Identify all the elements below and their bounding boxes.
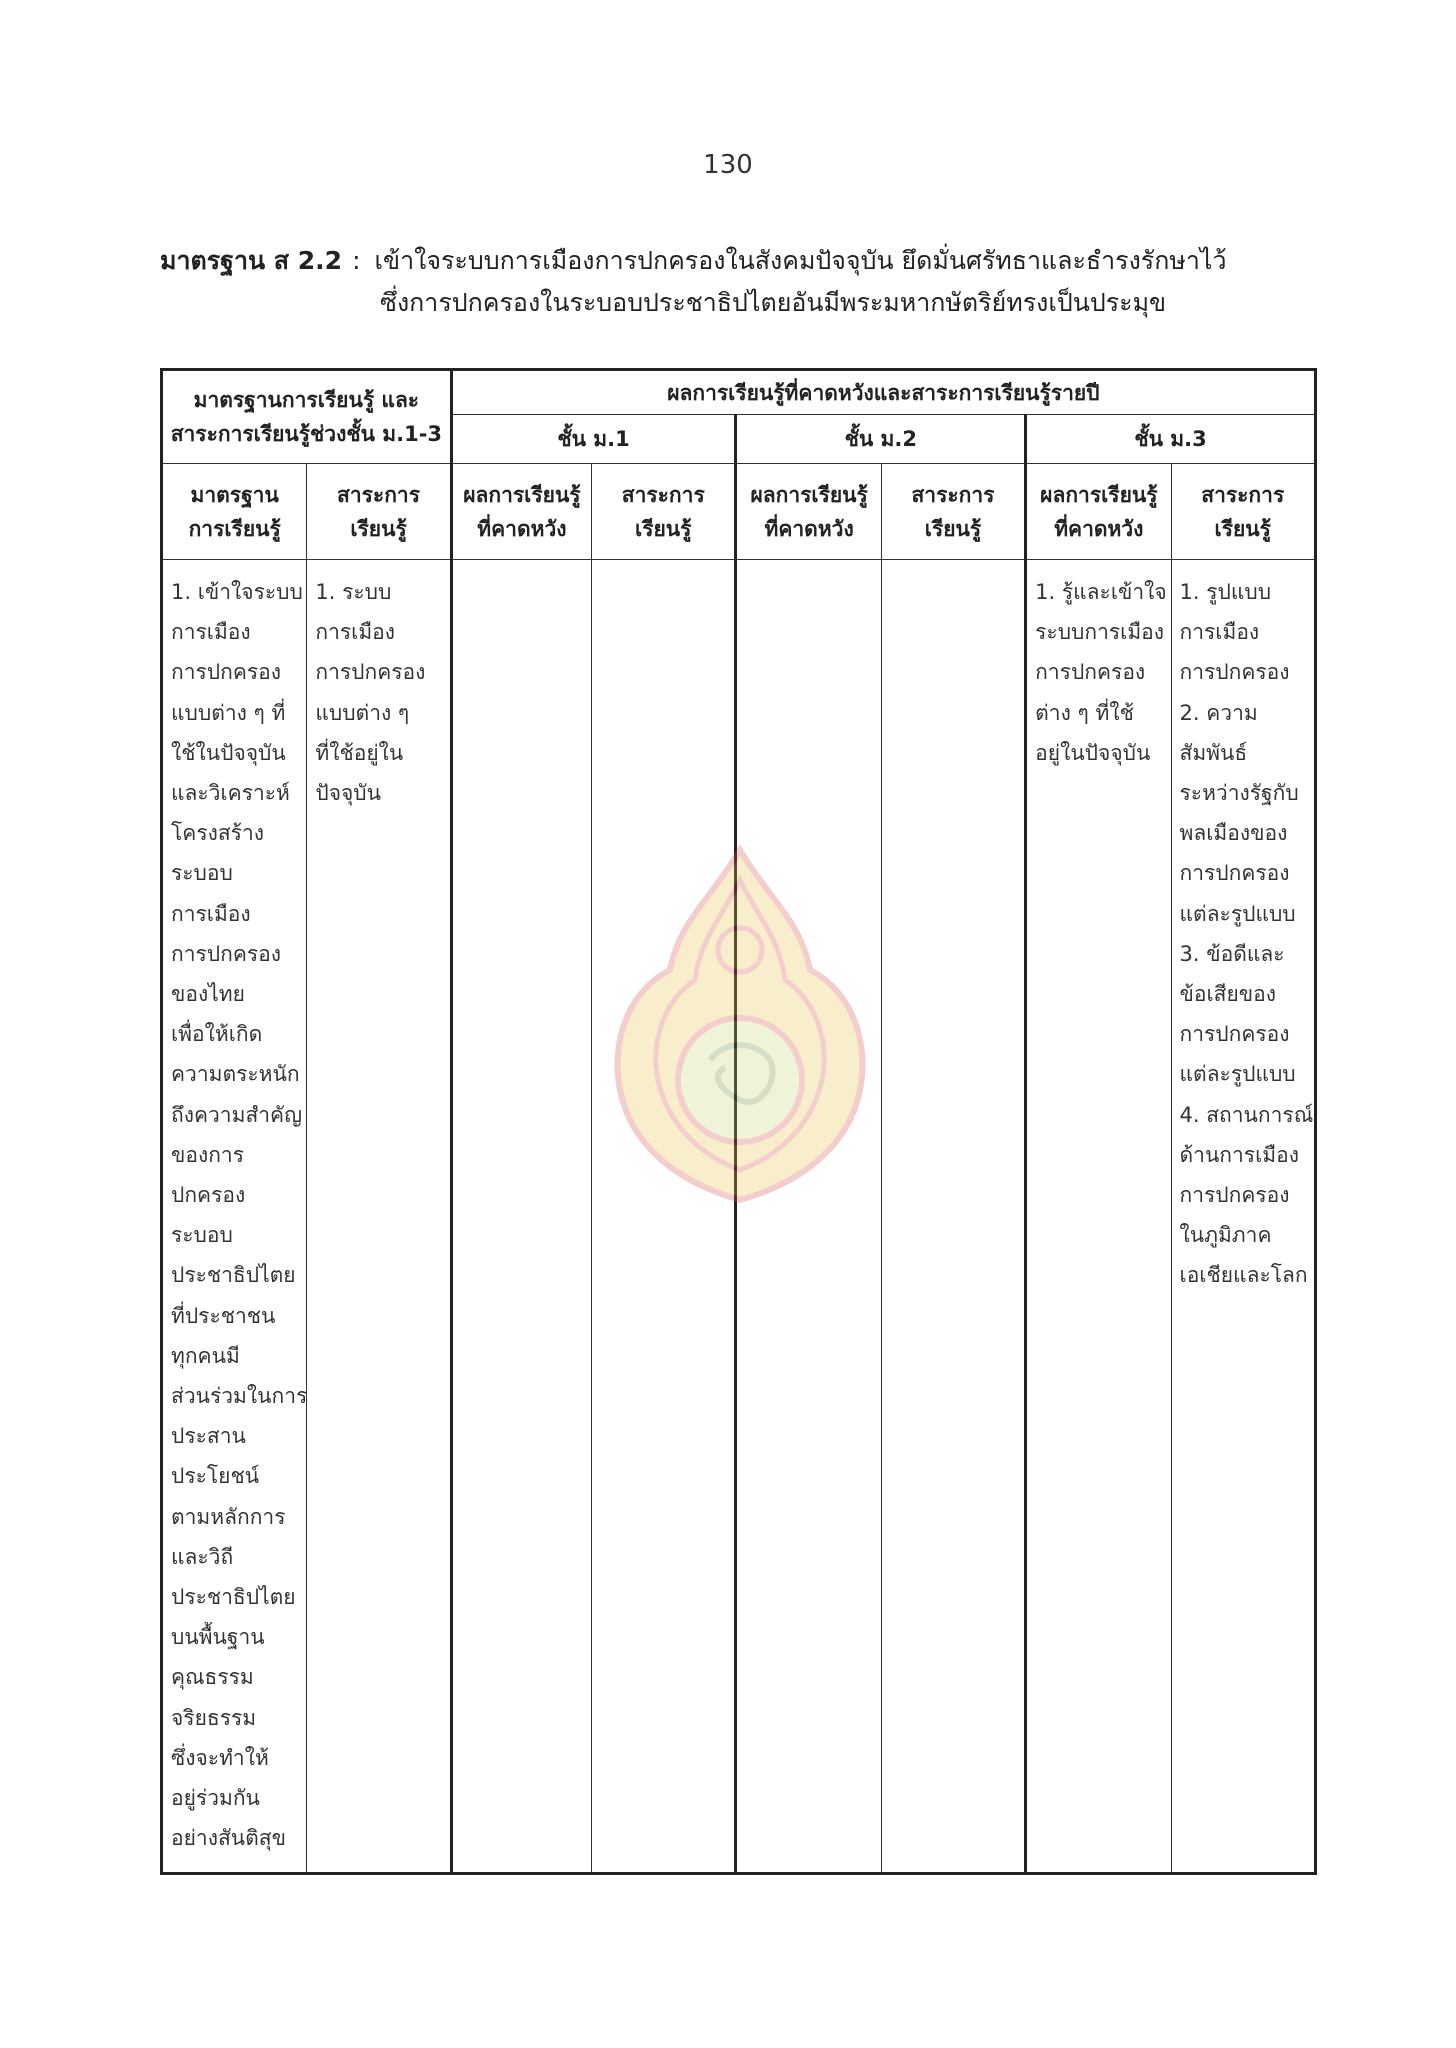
cell-line: อย่างสันติสุข [171,1826,286,1851]
cell-line: และวิถี [171,1544,234,1569]
cell-line: การปกครอง [1035,660,1146,685]
cell-line: การปกครอง [1179,1022,1290,1047]
cell-line: ประโยชน์ [171,1464,260,1489]
col-header-standard-line-2: การเรียนรู้ [188,516,281,541]
col-header-m1-outcome-line-2: ที่คาดหวัง [477,516,567,541]
grade-m2-header: ชั้น ม.2 [736,415,1026,464]
cell-line: ข้อเสียของ [1179,982,1277,1007]
cell-line: อยู่ในปัจจุบัน [1035,740,1151,765]
standard-line-2: ซึ่งการปกครองในระบอบประชาธิปไตยอันมีพระมหากษัตริย์ทรงเป็นประมุข [380,288,1167,317]
cell-line: การเมือง [1179,620,1260,645]
cell-line: ในภูมิภาค [1179,1223,1272,1248]
standard-line-1: เข้าใจระบบการเมืองการปกครองในสังคมปัจจุบัน ยึดมั่นศรัทธาและธำรงรักษาไว้ [374,246,1227,275]
cell-line: จริยธรรม [171,1705,257,1730]
right-header-cell: ผลการเรียนรู้ที่คาดหวังและสาระการเรียนรู้รายปี [451,370,1315,415]
cell-line: ถึงความสำคัญ [171,1102,302,1127]
cell-line: ระหว่างรัฐกับ [1179,781,1299,806]
cell-line: คุณธรรม [171,1665,254,1690]
cell-line: โครงสร้าง [171,821,265,846]
cell-m3-content [1171,560,1315,1874]
cell-line: การปกครอง [1179,1183,1290,1208]
col-header-m3-content-line-1: สาระการ [1201,482,1285,507]
col-header-m1-content-line-2: เรียนรู้ [635,516,692,541]
cell-line: 1. รูปแบบ [1179,580,1272,604]
cell-line: ประสาน [171,1424,246,1449]
cell-line: ความตระหนัก [171,1062,300,1087]
col-header-m3-outcome-line-1: ผลการเรียนรู้ [1040,482,1158,507]
cell-line: พลเมืองของ [1179,821,1288,846]
cell-line: ระบอบ [171,1223,233,1248]
cell-line: เอเชียและโลก [1179,1263,1308,1288]
col-header-m2-content-line-2: เรียนรู้ [924,516,982,541]
cell-line: แต่ละรูปแบบ [1179,901,1296,926]
col-header-standard-line-1: มาตรฐาน [190,482,279,507]
col-header-m2-outcome [736,464,881,560]
cell-line: 4. สถานการณ์ [1179,1102,1314,1127]
col-header-m2-outcome-line-1: ผลการเรียนรู้ [750,482,868,507]
cell-line: ระบบการเมือง [1035,620,1165,645]
col-header-m2-content-line-1: สาระการ [911,482,995,507]
cell-line: 3. ข้อดีและ [1179,941,1285,966]
cell-line: อยู่ร่วมกัน [171,1786,260,1811]
cell-line: ที่ประชาชน [171,1303,276,1328]
cell-line: 2. ความ [1179,700,1258,725]
cell-line: แต่ละรูปแบบ [1179,1062,1296,1087]
cell-line: การปกครอง [171,941,282,966]
cell-line: และวิเคราะห์ [171,781,290,806]
cell-line: ของไทย [171,982,245,1007]
cell-m2-content [881,560,1025,1874]
cell-line: แบบต่าง ๆ ที่ [171,700,286,725]
cell-line: ใช้ในปัจจุบัน [171,740,286,765]
cell-line: 1. ระบบ [315,580,392,604]
ministry-emblem-watermark [590,840,890,1210]
col-header-m2-outcome-line-2: ที่คาดหวัง [764,516,854,541]
page-number: 130 [703,150,753,180]
cell-line: ประชาธิปไตย [171,1585,296,1610]
col-header-content [307,464,451,560]
cell-line: ทุกคนมี [171,1343,240,1368]
standard-statement [160,240,1310,324]
col-header-content-line-2: เรียนรู้ [350,516,407,541]
cell-line: การปกครอง [1179,660,1290,685]
cell-line: ตามหลักการ [171,1504,286,1529]
cell-m1-outcome [451,560,591,1874]
col-header-m1-outcome-line-1: ผลการเรียนรู้ [463,482,581,507]
col-header-m3-outcome-line-2: ที่คาดหวัง [1054,516,1144,541]
cell-line: เพื่อให้เกิด [171,1022,263,1047]
col-header-m1-outcome [451,464,591,560]
cell-line: การเมือง [315,620,396,645]
cell-line: การปกครอง [315,660,426,685]
left-header-line-1: มาตรฐานการเรียนรู้ และ [193,388,420,412]
standard-colon: : [352,246,361,275]
cell-standard [162,560,307,1874]
left-header-line-2: สาระการเรียนรู้ช่วงชั้น ม.1-3 [170,422,443,446]
col-header-content-line-1: สาระการ [337,482,421,507]
cell-content [307,560,451,1874]
cell-line: บนพื้นฐาน [171,1625,265,1650]
cell-line: ของการ [171,1142,245,1167]
cell-line: การเมือง [171,620,251,645]
col-header-m3-content-line-2: เรียนรู้ [1214,516,1271,541]
cell-line: 1. รู้และเข้าใจ [1035,580,1167,604]
cell-line: ปัจจุบัน [315,781,381,806]
col-header-m2-content [881,464,1025,560]
standard-code: มาตรฐาน ส 2.2 [160,246,343,275]
cell-line: ส่วนร่วมในการ [171,1384,308,1409]
col-header-m3-content [1171,464,1315,560]
cell-line: ที่ใช้อยู่ใน [315,740,404,765]
cell-line: แบบต่าง ๆ [315,700,410,725]
col-header-m1-content [592,464,736,560]
cell-line: ปกครอง [171,1183,246,1208]
cell-line: ต่าง ๆ ที่ใช้ [1035,700,1134,725]
cell-m3-outcome [1026,560,1171,1874]
col-header-m1-content-line-1: สาระการ [621,482,705,507]
grade-m1-header: ชั้น ม.1 [451,415,736,464]
left-header-cell [162,370,452,464]
col-header-standard [162,464,307,560]
cell-line: 1. เข้าใจระบบ [171,580,303,604]
cell-line: ประชาธิปไตย [171,1263,296,1288]
cell-line: ด้านการเมือง [1179,1142,1299,1167]
cell-m1-content [592,560,736,1874]
cell-line: การเมือง [171,901,251,926]
col-header-m3-outcome [1026,464,1171,560]
cell-line: การปกครอง [171,660,282,685]
cell-line: การปกครอง [1179,861,1290,886]
cell-line: ระบอบ [171,861,233,886]
cell-m2-outcome [736,560,881,1874]
cell-line: สัมพันธ์ [1179,740,1248,765]
cell-line: ซึ่งจะทำให้ [171,1745,269,1770]
grade-m3-header: ชั้น ม.3 [1026,415,1316,464]
